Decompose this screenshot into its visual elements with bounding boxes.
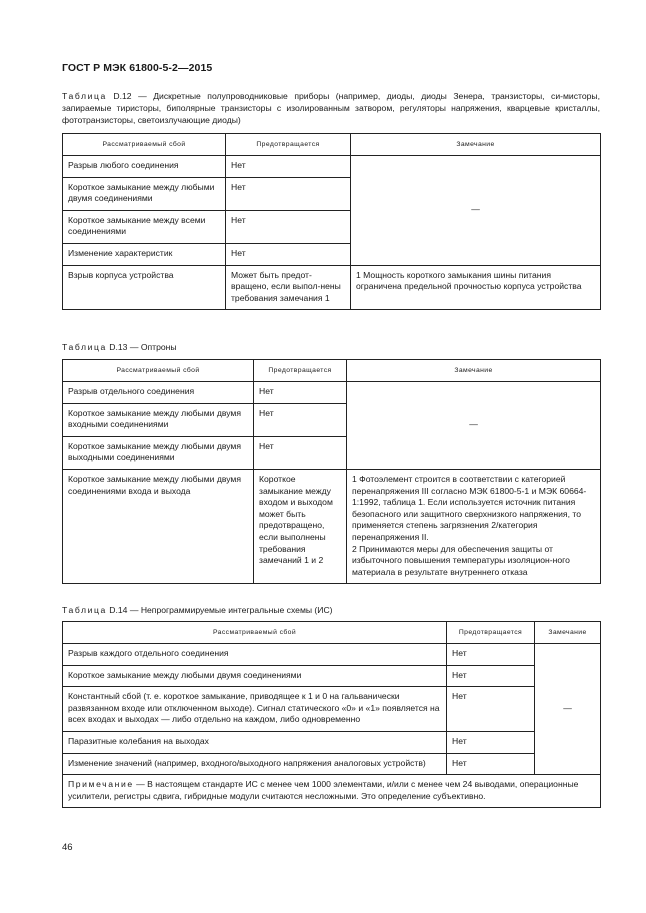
table-row	[63, 753, 601, 775]
table-d13-caption	[62, 341, 600, 353]
remark-cell: 1 Мощность короткого замыкания шины питания ограничена предельной прочностью корпуса устройства	[351, 265, 601, 310]
prevented-cell: Нет	[447, 753, 535, 775]
note-text: — В настоящем стандарте ИС с менее чем 1000 элементами, и/или с менее чем 24 выводами, операционные усилители, регистры сдвига, гибридные модули считаются несложными. Это определение субъективно.	[68, 779, 579, 801]
table-note-row	[63, 775, 601, 808]
prevented-cell: Короткое замыкание между входом и выходом может быть предотвращено, если выполнены требования замечаний 1 и 2	[254, 469, 347, 583]
table-d14	[62, 621, 601, 808]
table-row	[63, 644, 601, 666]
table-row	[63, 469, 601, 583]
col-header-prevented: Предотвращается	[226, 134, 351, 156]
remark-item: 1 Фотоэлемент строится в соответствии с категорией перенапряжения III согласно МЭК 61800-5-1 и МЭК 60664-1:1992, таблица 1. Если используется источник питания безопасного или защитного сверхнизкого напряжения, то применяется степень загрязнения 2/категория перенапряжения II.	[352, 473, 587, 542]
table-row	[63, 665, 601, 687]
prevented-cell: Нет	[226, 243, 351, 265]
table-d14-caption	[62, 604, 600, 616]
fault-cell: Паразитные колебания на выходах	[63, 731, 447, 753]
fault-cell: Взрыв корпуса устройства	[63, 265, 226, 310]
fault-cell: Короткое замыкание между любыми двумя соединениями	[63, 177, 226, 210]
fault-cell: Короткое замыкание между любыми двумя входными соединениями	[63, 403, 254, 436]
prevented-cell: Нет	[226, 156, 351, 178]
fault-cell: Изменение значений (например, входного/выходного напряжения аналоговых устройств)	[63, 753, 447, 775]
prevented-cell: Нет	[254, 382, 347, 404]
remark-cell: —	[347, 382, 601, 470]
caption-text: D.12 — Дискретные полупроводниковые приборы (например, диоды, диоды Зенера, транзисторы, си-мисторы, запираемые тиристоры, биполярные транзисторы с изолированным затвором, регуляторы напряжения, кварцевые кристаллы, фототранзисторы, светоизлучающие диоды)	[62, 91, 600, 125]
col-header-prevented: Предотвращается	[254, 360, 347, 382]
remark-item: 2 Принимаются меры для обеспечения защиты от избыточного повышения температуры изоляцион-ного материала в результате внутреннего отказа	[352, 543, 570, 577]
prevented-cell: Нет	[447, 687, 535, 732]
caption-text: D.14 — Непрограммируемые интегральные схемы (ИС)	[109, 605, 333, 615]
fault-cell: Короткое замыкание между любыми двумя выходными соединениями	[63, 436, 254, 469]
caption-prefix: Таблица	[62, 91, 107, 101]
remark-cell: —	[351, 156, 601, 266]
prevented-cell: Нет	[226, 210, 351, 243]
caption-prefix: Таблица	[62, 342, 107, 352]
table-d13	[62, 359, 601, 584]
remark-cell	[347, 469, 601, 583]
fault-cell: Изменение характеристик	[63, 243, 226, 265]
col-header-fault: Рассматриваемый сбой	[63, 134, 226, 156]
fault-cell: Константный сбой (т. е. короткое замыкание, приводящее к 1 и 0 на гальванически развязанном входе или отключенном выходе). Сигнал статического «0» и «1» появляется на всех входах и выходах — либо отдельно на каждом, либо одновременно	[63, 687, 447, 732]
prevented-cell: Нет	[447, 644, 535, 666]
table-d12-caption	[62, 90, 600, 126]
table-header-row	[63, 360, 601, 382]
prevented-cell: Может быть предот-вращено, если выпол-нены требования замечания 1	[226, 265, 351, 310]
fault-cell: Короткое замыкание между любыми двумя соединениями входа и выхода	[63, 469, 254, 583]
prevented-cell: Нет	[447, 665, 535, 687]
caption-text: D.13 — Оптроны	[109, 342, 177, 352]
prevented-cell: Нет	[254, 436, 347, 469]
table-row	[63, 687, 601, 732]
table-header-row	[63, 134, 601, 156]
fault-cell: Короткое замыкание между любыми двумя соединениями	[63, 665, 447, 687]
col-header-remark: Замечание	[535, 622, 601, 644]
col-header-remark: Замечание	[351, 134, 601, 156]
prevented-cell: Нет	[226, 177, 351, 210]
note-label: Примечание	[68, 779, 134, 790]
standard-header: ГОСТ Р МЭК 61800-5-2—2015	[62, 62, 213, 74]
table-row	[63, 156, 601, 178]
table-header-row	[63, 622, 601, 644]
fault-cell: Короткое замыкание между всеми соединениями	[63, 210, 226, 243]
table-d12	[62, 133, 601, 310]
page-number: 46	[62, 842, 73, 853]
fault-cell: Разрыв любого соединения	[63, 156, 226, 178]
prevented-cell: Нет	[254, 403, 347, 436]
caption-prefix: Таблица	[62, 605, 107, 615]
table-row	[63, 265, 601, 310]
prevented-cell: Нет	[447, 731, 535, 753]
col-header-prevented: Предотвращается	[447, 622, 535, 644]
remark-cell: —	[535, 644, 601, 775]
col-header-remark: Замечание	[347, 360, 601, 382]
col-header-fault: Рассматриваемый сбой	[63, 622, 447, 644]
table-note	[63, 775, 601, 808]
col-header-fault: Рассматриваемый сбой	[63, 360, 254, 382]
fault-cell: Разрыв каждого отдельного соединения	[63, 644, 447, 666]
table-row	[63, 731, 601, 753]
fault-cell: Разрыв отдельного соединения	[63, 382, 254, 404]
table-row	[63, 382, 601, 404]
